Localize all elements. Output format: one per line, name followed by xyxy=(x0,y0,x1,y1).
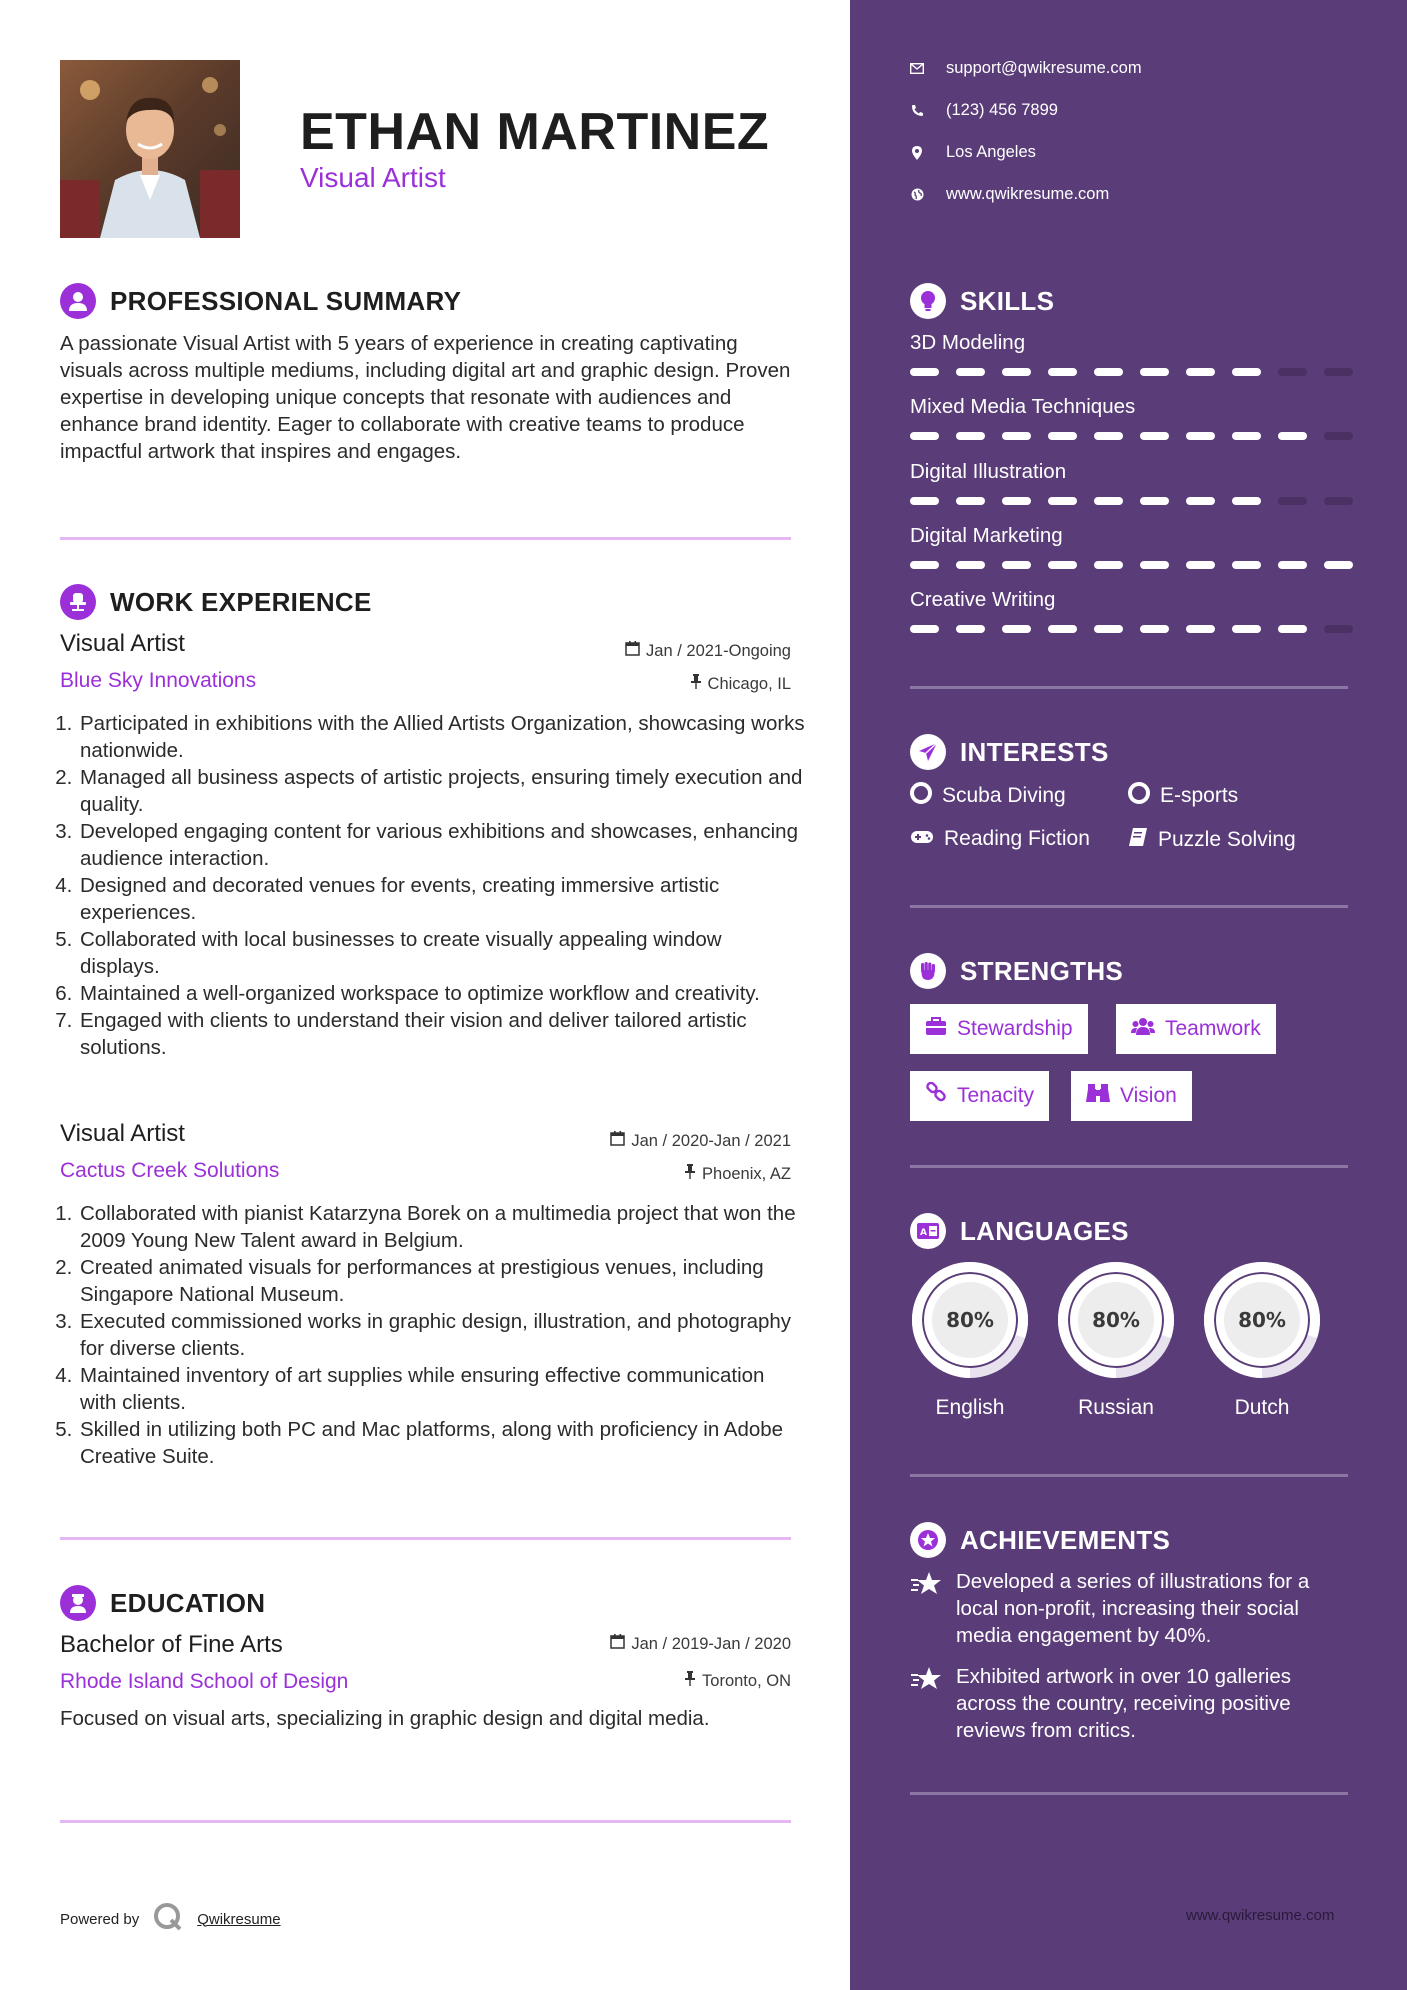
list-item: 5. Skilled in utilizing both PC and Mac platforms, along with proficiency in Adobe Creative Suite. xyxy=(78,1416,805,1470)
job-date-text: Jan / 2021-Ongoing xyxy=(646,641,791,660)
skill-segment xyxy=(956,497,985,505)
achievement-text: Developed a series of illustrations for a local non-profit, increasing their social media engagement by 40%. xyxy=(956,1570,1310,1647)
life-ring-icon xyxy=(1128,782,1150,810)
skill-rating xyxy=(910,625,1353,633)
education-title: EDUCATION xyxy=(110,1587,266,1618)
education-location-text: Toronto, ON xyxy=(702,1671,791,1690)
paper-plane-icon xyxy=(910,734,946,770)
skill-segment xyxy=(1324,497,1353,505)
skill-segment xyxy=(1278,625,1307,633)
skill-segment xyxy=(1094,368,1123,376)
pin-icon xyxy=(690,674,702,694)
skill-segment xyxy=(1048,497,1077,505)
fist-icon xyxy=(910,953,946,989)
work-title: WORK EXPERIENCE xyxy=(110,586,372,617)
section-divider xyxy=(910,1165,1348,1168)
skill-segment xyxy=(956,432,985,440)
section-divider xyxy=(910,1474,1348,1477)
list-item: 1. Participated in exhibitions with the Allied Artists Organization, showcasing works nationwide. xyxy=(78,710,805,764)
candidate-name: ETHAN MARTINEZ xyxy=(300,103,770,161)
skill-segment xyxy=(1232,561,1261,569)
skill-segment xyxy=(1002,497,1031,505)
skill-segment xyxy=(1186,432,1215,440)
globe-icon xyxy=(910,188,924,202)
contact-website xyxy=(910,185,1109,204)
duties-list xyxy=(60,1200,805,1470)
achievements-title: ACHIEVEMENTS xyxy=(960,1524,1171,1555)
lightbulb-icon xyxy=(910,283,946,319)
skill-segment xyxy=(1186,497,1215,505)
strength-label: Tenacity xyxy=(957,1084,1035,1107)
list-item: 2. Created animated visuals for performances at prestigious venues, including Singapore National Museum. xyxy=(78,1254,805,1308)
education-header xyxy=(60,1585,265,1621)
section-divider xyxy=(910,905,1348,908)
star-icon xyxy=(910,1571,942,1649)
list-item: 4. Maintained inventory of art supplies while ensuring effective communication with clients. xyxy=(78,1362,805,1416)
skill-name: 3D Modeling xyxy=(910,331,1026,354)
profile-photo xyxy=(60,60,240,238)
work-header xyxy=(60,584,372,620)
gauge-label: 80% xyxy=(1238,1308,1286,1332)
graduate-icon xyxy=(60,1585,96,1621)
star-icon xyxy=(910,1666,942,1744)
skill-segment xyxy=(1278,368,1307,376)
phone-icon xyxy=(910,104,924,118)
skill-segment xyxy=(1232,625,1261,633)
envelope-icon xyxy=(910,62,924,76)
skill-segment xyxy=(1094,625,1123,633)
phone-text: (123) 456 7899 xyxy=(946,101,1058,119)
job-location-text: Chicago, IL xyxy=(707,674,791,693)
binoculars-icon xyxy=(1086,1082,1110,1110)
interest-label: Puzzle Solving xyxy=(1158,828,1296,851)
job-location xyxy=(690,674,791,694)
strengths-title: STRENGTHS xyxy=(960,955,1124,986)
life-ring-icon xyxy=(910,782,932,810)
pin-icon xyxy=(684,1671,696,1691)
user-icon xyxy=(60,283,96,319)
company-name: Blue Sky Innovations xyxy=(60,669,257,692)
school-name: Rhode Island School of Design xyxy=(60,1670,349,1693)
contact-location xyxy=(910,143,1036,162)
office-chair-icon xyxy=(60,584,96,620)
section-divider xyxy=(60,1537,791,1540)
skill-rating xyxy=(910,368,1353,376)
skill-segment xyxy=(1002,561,1031,569)
skill-segment xyxy=(1324,561,1353,569)
education-description: Focused on visual arts, specializing in graphic design and digital media. xyxy=(60,1707,710,1730)
skill-segment xyxy=(1048,561,1077,569)
brand-link[interactable]: Qwikresume xyxy=(197,1910,281,1928)
interest-item xyxy=(910,827,1090,851)
language-name: Russian xyxy=(1078,1396,1154,1419)
achievement-item xyxy=(910,1663,1350,1744)
skill-segment xyxy=(1140,368,1169,376)
language-name: Dutch xyxy=(1234,1396,1290,1419)
list-item: 3. Executed commissioned works in graphic design, illustration, and photography for diverse clients. xyxy=(78,1308,805,1362)
strength-badge xyxy=(910,1071,1049,1121)
job-title: Visual Artist xyxy=(60,1120,185,1147)
summary-title: PROFESSIONAL SUMMARY xyxy=(110,285,462,316)
list-item: 7. Engaged with clients to understand their vision and deliver tailored artistic solutions. xyxy=(78,1007,805,1061)
skill-segment xyxy=(1048,625,1077,633)
skill-segment xyxy=(1002,432,1031,440)
strength-label: Stewardship xyxy=(957,1017,1073,1040)
skill-segment xyxy=(1278,432,1307,440)
skill-name: Mixed Media Techniques xyxy=(910,395,1136,418)
language-icon xyxy=(910,1213,946,1249)
interest-label: Scuba Diving xyxy=(942,784,1066,807)
footer-website[interactable]: www.qwikresume.com xyxy=(1186,1907,1335,1924)
job-title: Visual Artist xyxy=(60,630,185,657)
interest-item xyxy=(1128,782,1238,810)
language-name: English xyxy=(935,1396,1005,1419)
skill-segment xyxy=(1048,432,1077,440)
book-icon xyxy=(1128,827,1148,853)
skill-name: Digital Marketing xyxy=(910,524,1063,547)
skill-segment xyxy=(910,561,939,569)
interest-item xyxy=(1128,827,1296,853)
duties-list xyxy=(60,710,805,1061)
strengths-header xyxy=(910,953,1123,989)
job-location-text: Phoenix, AZ xyxy=(702,1164,791,1183)
section-divider xyxy=(910,686,1348,689)
education-date-text: Jan / 2019-Jan / 2020 xyxy=(631,1634,791,1653)
skill-segment xyxy=(1048,368,1077,376)
star-badge-icon xyxy=(910,1522,946,1558)
skill-segment xyxy=(1232,368,1261,376)
interests-title: INTERESTS xyxy=(960,736,1109,767)
skill-segment xyxy=(956,561,985,569)
list-item: 5. Collaborated with local businesses to create visually appealing window displays. xyxy=(78,926,805,980)
link-icon xyxy=(925,1082,947,1110)
skill-segment xyxy=(956,368,985,376)
skill-segment xyxy=(1324,368,1353,376)
section-divider xyxy=(910,1792,1348,1795)
candidate-role: Visual Artist xyxy=(300,162,446,193)
contact-email xyxy=(910,59,1142,78)
interests-header xyxy=(910,734,1109,770)
achievements-header xyxy=(910,1522,1170,1558)
skill-segment xyxy=(1324,432,1353,440)
languages-title: LANGUAGES xyxy=(960,1215,1129,1246)
skills-title: SKILLS xyxy=(960,285,1055,316)
degree: Bachelor of Fine Arts xyxy=(60,1631,283,1658)
company-name: Cactus Creek Solutions xyxy=(60,1159,280,1182)
powered-by-label: Powered by xyxy=(60,1910,140,1928)
skill-segment xyxy=(1094,497,1123,505)
job-date xyxy=(610,1131,791,1151)
calendar-icon xyxy=(610,1131,625,1151)
strength-badge xyxy=(1116,1004,1276,1054)
job-location xyxy=(684,1164,791,1184)
education-location xyxy=(684,1671,791,1691)
list-item: 2. Managed all business aspects of artistic projects, ensuring timely execution and quality. xyxy=(78,764,805,818)
skill-name: Creative Writing xyxy=(910,588,1056,611)
briefcase-icon xyxy=(925,1017,947,1042)
job-date xyxy=(625,641,791,661)
language-gauge xyxy=(909,1259,1031,1386)
gauge-label: 80% xyxy=(1092,1308,1140,1332)
footer-powered xyxy=(60,1902,281,1936)
skill-segment xyxy=(1232,497,1261,505)
education-date xyxy=(610,1634,791,1654)
skill-segment xyxy=(910,625,939,633)
skill-name: Digital Illustration xyxy=(910,460,1067,483)
skill-segment xyxy=(1140,432,1169,440)
summary-header xyxy=(60,283,461,319)
users-icon xyxy=(1131,1017,1155,1042)
skill-segment xyxy=(1140,625,1169,633)
skill-segment xyxy=(1002,625,1031,633)
contact-phone xyxy=(910,101,1058,120)
skill-segment xyxy=(1186,561,1215,569)
email-text[interactable]: support@qwikresume.com xyxy=(946,59,1142,77)
interest-label: Reading Fiction xyxy=(944,827,1090,850)
calendar-icon xyxy=(625,641,640,661)
list-item: 6. Maintained a well-organized workspace to optimize workflow and creativity. xyxy=(78,980,805,1007)
strength-label: Teamwork xyxy=(1165,1017,1261,1040)
skill-rating xyxy=(910,561,1353,569)
qwikresume-logo-icon xyxy=(153,1902,183,1936)
skill-segment xyxy=(1324,625,1353,633)
gauge-label: 80% xyxy=(946,1308,994,1332)
skill-segment xyxy=(1002,368,1031,376)
skills-header xyxy=(910,283,1054,319)
skill-segment xyxy=(1186,368,1215,376)
interest-item xyxy=(910,782,1066,810)
skill-segment xyxy=(1094,561,1123,569)
section-divider xyxy=(60,1820,791,1823)
website-text[interactable]: www.qwikresume.com xyxy=(946,185,1110,203)
skill-segment xyxy=(1278,497,1307,505)
strength-label: Vision xyxy=(1120,1084,1177,1107)
pin-icon xyxy=(684,1164,696,1184)
skill-segment xyxy=(956,625,985,633)
gamepad-icon xyxy=(910,827,934,851)
skill-segment xyxy=(1186,625,1215,633)
skill-segment xyxy=(1094,432,1123,440)
list-item: 1. Collaborated with pianist Katarzyna Borek on a multimedia project that won the 2009 Young New Talent award in Belgium. xyxy=(78,1200,805,1254)
language-gauge xyxy=(1201,1259,1323,1386)
section-divider xyxy=(60,537,791,540)
achievement-text: Exhibited artwork in over 10 galleries across the country, receiving positive reviews from critics. xyxy=(956,1665,1291,1742)
skill-segment xyxy=(910,432,939,440)
skill-segment xyxy=(1232,432,1261,440)
skill-rating xyxy=(910,432,1353,440)
map-marker-icon xyxy=(910,146,924,160)
skill-segment xyxy=(1278,561,1307,569)
strength-badge xyxy=(1071,1071,1192,1121)
calendar-icon xyxy=(610,1634,625,1654)
strength-badge xyxy=(910,1004,1088,1054)
skill-segment xyxy=(910,497,939,505)
list-item: 4. Designed and decorated venues for events, creating immersive artistic experiences. xyxy=(78,872,805,926)
skill-segment xyxy=(1140,497,1169,505)
language-gauge xyxy=(1055,1259,1177,1386)
skill-segment xyxy=(910,368,939,376)
languages-header xyxy=(910,1213,1129,1249)
skill-rating xyxy=(910,497,1353,505)
list-item: 3. Developed engaging content for various exhibitions and showcases, enhancing audience interaction. xyxy=(78,818,805,872)
achievement-item xyxy=(910,1568,1350,1649)
summary-text: A passionate Visual Artist with 5 years of experience in creating captivating visuals across multiple mediums, including digital art and graphic design. Proven expertise in developing unique concepts that resonate with audiences and enhance brand identity. Eager to collaborate with creative teams to produce impactful artwork that inspires and engages. xyxy=(60,332,791,463)
interest-label: E-sports xyxy=(1160,784,1239,807)
skill-segment xyxy=(1140,561,1169,569)
svg-text:A: A xyxy=(920,1228,927,1238)
location-text: Los Angeles xyxy=(946,143,1036,161)
job-date-text: Jan / 2020-Jan / 2021 xyxy=(631,1131,791,1150)
